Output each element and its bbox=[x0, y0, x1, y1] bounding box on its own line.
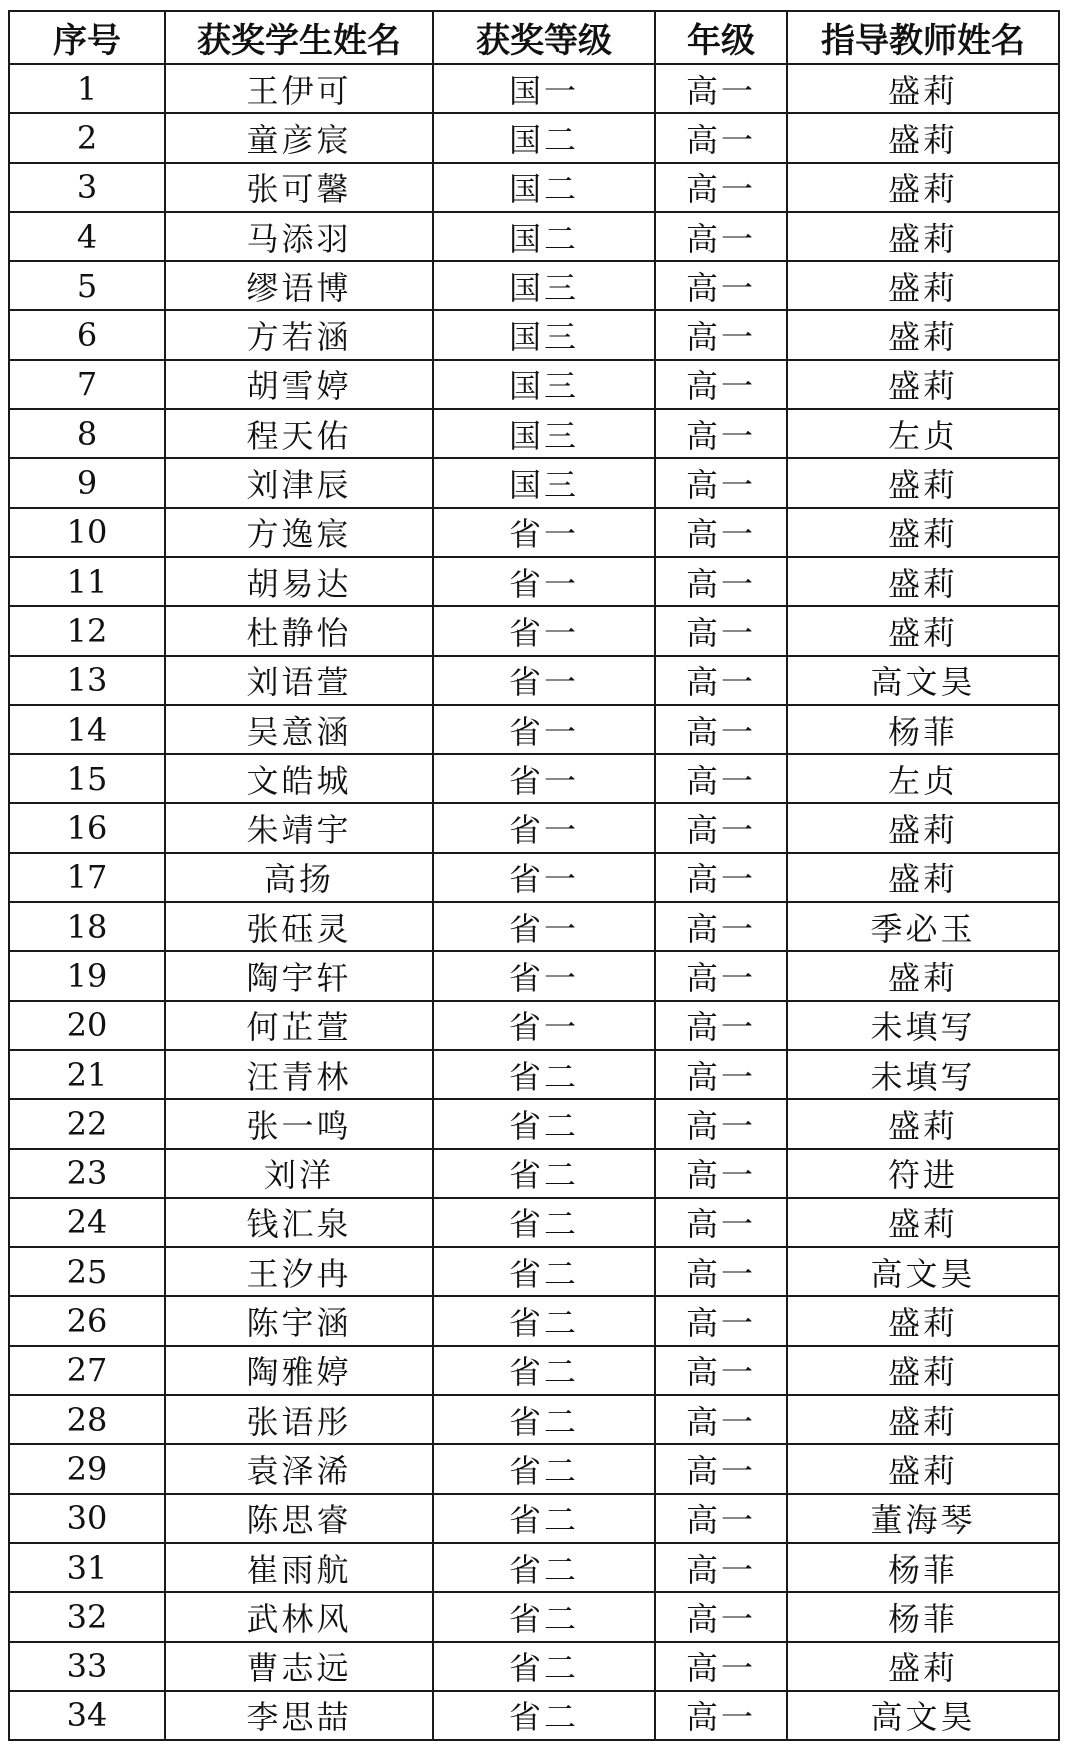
cell-serial-number: 15 bbox=[9, 754, 165, 803]
cell-award-level: 省一 bbox=[433, 754, 655, 803]
cell-serial-number: 14 bbox=[9, 705, 165, 754]
table-row bbox=[9, 1099, 1059, 1148]
cell-serial-number: 7 bbox=[9, 360, 165, 409]
cell-award-level: 国三 bbox=[433, 458, 655, 507]
cell-grade: 高一 bbox=[655, 1050, 787, 1099]
cell-grade: 高一 bbox=[655, 360, 787, 409]
cell-student-name: 刘洋 bbox=[165, 1149, 433, 1198]
table-row bbox=[9, 656, 1059, 705]
cell-student-name: 方若涵 bbox=[165, 310, 433, 359]
cell-award-level: 省二 bbox=[433, 1691, 655, 1740]
cell-teacher-name: 左贞 bbox=[787, 754, 1059, 803]
cell-award-level: 省一 bbox=[433, 902, 655, 951]
cell-grade: 高一 bbox=[655, 1642, 787, 1691]
cell-grade: 高一 bbox=[655, 1543, 787, 1592]
cell-grade: 高一 bbox=[655, 113, 787, 162]
cell-teacher-name: 盛莉 bbox=[787, 1296, 1059, 1345]
cell-grade: 高一 bbox=[655, 1691, 787, 1740]
cell-award-level: 国一 bbox=[433, 64, 655, 113]
cell-award-level: 省二 bbox=[433, 1296, 655, 1345]
cell-grade: 高一 bbox=[655, 1001, 787, 1050]
table-row bbox=[9, 508, 1059, 557]
table-row bbox=[9, 163, 1059, 212]
cell-grade: 高一 bbox=[655, 803, 787, 852]
cell-serial-number: 32 bbox=[9, 1592, 165, 1641]
cell-grade: 高一 bbox=[655, 458, 787, 507]
cell-student-name: 文皓城 bbox=[165, 754, 433, 803]
cell-teacher-name: 盛莉 bbox=[787, 508, 1059, 557]
cell-student-name: 王汐冉 bbox=[165, 1247, 433, 1296]
cell-teacher-name: 盛莉 bbox=[787, 310, 1059, 359]
cell-student-name: 高扬 bbox=[165, 853, 433, 902]
cell-student-name: 吴意涵 bbox=[165, 705, 433, 754]
cell-grade: 高一 bbox=[655, 754, 787, 803]
cell-teacher-name: 高文昊 bbox=[787, 656, 1059, 705]
cell-teacher-name: 盛莉 bbox=[787, 951, 1059, 1000]
cell-teacher-name: 季必玉 bbox=[787, 902, 1059, 951]
cell-award-level: 国三 bbox=[433, 310, 655, 359]
cell-serial-number: 9 bbox=[9, 458, 165, 507]
cell-student-name: 张一鸣 bbox=[165, 1099, 433, 1148]
cell-serial-number: 10 bbox=[9, 508, 165, 557]
cell-award-level: 省二 bbox=[433, 1395, 655, 1444]
cell-grade: 高一 bbox=[655, 606, 787, 655]
cell-teacher-name: 盛莉 bbox=[787, 64, 1059, 113]
cell-teacher-name: 盛莉 bbox=[787, 1198, 1059, 1247]
cell-serial-number: 13 bbox=[9, 656, 165, 705]
cell-award-level: 省一 bbox=[433, 853, 655, 902]
cell-award-level: 国三 bbox=[433, 261, 655, 310]
cell-serial-number: 28 bbox=[9, 1395, 165, 1444]
cell-student-name: 何芷萱 bbox=[165, 1001, 433, 1050]
cell-grade: 高一 bbox=[655, 853, 787, 902]
cell-serial-number: 4 bbox=[9, 212, 165, 261]
cell-grade: 高一 bbox=[655, 1198, 787, 1247]
cell-award-level: 省一 bbox=[433, 656, 655, 705]
cell-teacher-name: 盛莉 bbox=[787, 458, 1059, 507]
cell-serial-number: 17 bbox=[9, 853, 165, 902]
cell-grade: 高一 bbox=[655, 64, 787, 113]
cell-award-level: 省二 bbox=[433, 1346, 655, 1395]
cell-serial-number: 2 bbox=[9, 113, 165, 162]
cell-student-name: 胡易达 bbox=[165, 557, 433, 606]
cell-serial-number: 5 bbox=[9, 261, 165, 310]
table-row bbox=[9, 458, 1059, 507]
cell-award-level: 省二 bbox=[433, 1592, 655, 1641]
cell-student-name: 崔雨航 bbox=[165, 1543, 433, 1592]
cell-student-name: 方逸宸 bbox=[165, 508, 433, 557]
table-row bbox=[9, 1149, 1059, 1198]
table-row bbox=[9, 606, 1059, 655]
cell-student-name: 汪青林 bbox=[165, 1050, 433, 1099]
table-row bbox=[9, 1395, 1059, 1444]
cell-grade: 高一 bbox=[655, 656, 787, 705]
cell-grade: 高一 bbox=[655, 1296, 787, 1345]
cell-award-level: 省二 bbox=[433, 1149, 655, 1198]
cell-teacher-name: 盛莉 bbox=[787, 1642, 1059, 1691]
cell-grade: 高一 bbox=[655, 409, 787, 458]
table-row bbox=[9, 64, 1059, 113]
cell-student-name: 张语彤 bbox=[165, 1395, 433, 1444]
table-row bbox=[9, 1346, 1059, 1395]
cell-teacher-name: 盛莉 bbox=[787, 1346, 1059, 1395]
cell-teacher-name: 盛莉 bbox=[787, 163, 1059, 212]
table-row bbox=[9, 754, 1059, 803]
table-row bbox=[9, 902, 1059, 951]
table-row bbox=[9, 853, 1059, 902]
cell-award-level: 省一 bbox=[433, 705, 655, 754]
table-row bbox=[9, 951, 1059, 1000]
table-row bbox=[9, 1494, 1059, 1543]
header-student-name: 获奖学生姓名 bbox=[165, 11, 433, 64]
cell-grade: 高一 bbox=[655, 1149, 787, 1198]
table-row bbox=[9, 310, 1059, 359]
cell-student-name: 陈思睿 bbox=[165, 1494, 433, 1543]
cell-student-name: 马添羽 bbox=[165, 212, 433, 261]
cell-student-name: 刘津辰 bbox=[165, 458, 433, 507]
cell-award-level: 省二 bbox=[433, 1247, 655, 1296]
cell-teacher-name: 未填写 bbox=[787, 1050, 1059, 1099]
table-row bbox=[9, 113, 1059, 162]
cell-serial-number: 11 bbox=[9, 557, 165, 606]
cell-teacher-name: 杨菲 bbox=[787, 1592, 1059, 1641]
cell-award-level: 省一 bbox=[433, 557, 655, 606]
cell-grade: 高一 bbox=[655, 902, 787, 951]
cell-award-level: 省二 bbox=[433, 1198, 655, 1247]
cell-teacher-name: 符进 bbox=[787, 1149, 1059, 1198]
cell-teacher-name: 未填写 bbox=[787, 1001, 1059, 1050]
table-row bbox=[9, 1642, 1059, 1691]
cell-teacher-name: 盛莉 bbox=[787, 1099, 1059, 1148]
cell-grade: 高一 bbox=[655, 557, 787, 606]
cell-grade: 高一 bbox=[655, 310, 787, 359]
cell-student-name: 陶宇轩 bbox=[165, 951, 433, 1000]
cell-student-name: 陶雅婷 bbox=[165, 1346, 433, 1395]
cell-serial-number: 24 bbox=[9, 1198, 165, 1247]
cell-student-name: 杜静怡 bbox=[165, 606, 433, 655]
cell-student-name: 刘语萱 bbox=[165, 656, 433, 705]
header-teacher-name: 指导教师姓名 bbox=[787, 11, 1059, 64]
cell-serial-number: 12 bbox=[9, 606, 165, 655]
cell-teacher-name: 杨菲 bbox=[787, 705, 1059, 754]
cell-teacher-name: 盛莉 bbox=[787, 1395, 1059, 1444]
cell-serial-number: 1 bbox=[9, 64, 165, 113]
table-row bbox=[9, 557, 1059, 606]
table-row bbox=[9, 1001, 1059, 1050]
cell-serial-number: 21 bbox=[9, 1050, 165, 1099]
cell-student-name: 童彦宸 bbox=[165, 113, 433, 162]
table-row bbox=[9, 1198, 1059, 1247]
table-row bbox=[9, 1691, 1059, 1740]
cell-student-name: 胡雪婷 bbox=[165, 360, 433, 409]
cell-award-level: 省二 bbox=[433, 1050, 655, 1099]
cell-serial-number: 30 bbox=[9, 1494, 165, 1543]
cell-grade: 高一 bbox=[655, 1444, 787, 1493]
cell-grade: 高一 bbox=[655, 1247, 787, 1296]
table-row bbox=[9, 1247, 1059, 1296]
cell-award-level: 省二 bbox=[433, 1543, 655, 1592]
table-row bbox=[9, 1592, 1059, 1641]
table-row bbox=[9, 803, 1059, 852]
cell-teacher-name: 盛莉 bbox=[787, 212, 1059, 261]
cell-award-level: 省一 bbox=[433, 508, 655, 557]
cell-teacher-name: 左贞 bbox=[787, 409, 1059, 458]
cell-student-name: 程天佑 bbox=[165, 409, 433, 458]
cell-serial-number: 29 bbox=[9, 1444, 165, 1493]
award-list-table bbox=[8, 10, 1060, 1741]
cell-award-level: 省一 bbox=[433, 606, 655, 655]
table-header bbox=[9, 11, 1059, 64]
cell-student-name: 钱汇泉 bbox=[165, 1198, 433, 1247]
table-row bbox=[9, 360, 1059, 409]
cell-serial-number: 22 bbox=[9, 1099, 165, 1148]
cell-grade: 高一 bbox=[655, 1592, 787, 1641]
cell-teacher-name: 盛莉 bbox=[787, 113, 1059, 162]
cell-serial-number: 25 bbox=[9, 1247, 165, 1296]
cell-teacher-name: 盛莉 bbox=[787, 606, 1059, 655]
table-row bbox=[9, 261, 1059, 310]
header-grade: 年级 bbox=[655, 11, 787, 64]
cell-award-level: 国三 bbox=[433, 409, 655, 458]
cell-serial-number: 16 bbox=[9, 803, 165, 852]
cell-award-level: 省二 bbox=[433, 1494, 655, 1543]
cell-student-name: 王伊可 bbox=[165, 64, 433, 113]
cell-serial-number: 34 bbox=[9, 1691, 165, 1740]
cell-grade: 高一 bbox=[655, 163, 787, 212]
cell-grade: 高一 bbox=[655, 1494, 787, 1543]
cell-serial-number: 20 bbox=[9, 1001, 165, 1050]
cell-grade: 高一 bbox=[655, 705, 787, 754]
cell-student-name: 张可馨 bbox=[165, 163, 433, 212]
cell-teacher-name: 盛莉 bbox=[787, 557, 1059, 606]
cell-grade: 高一 bbox=[655, 1099, 787, 1148]
cell-student-name: 袁泽浠 bbox=[165, 1444, 433, 1493]
cell-student-name: 李思喆 bbox=[165, 1691, 433, 1740]
cell-teacher-name: 盛莉 bbox=[787, 360, 1059, 409]
cell-award-level: 国三 bbox=[433, 360, 655, 409]
table-row bbox=[9, 1543, 1059, 1592]
cell-teacher-name: 盛莉 bbox=[787, 261, 1059, 310]
cell-grade: 高一 bbox=[655, 1395, 787, 1444]
cell-grade: 高一 bbox=[655, 1346, 787, 1395]
cell-teacher-name: 盛莉 bbox=[787, 1444, 1059, 1493]
cell-teacher-name: 董海琴 bbox=[787, 1494, 1059, 1543]
cell-grade: 高一 bbox=[655, 212, 787, 261]
cell-award-level: 省二 bbox=[433, 1099, 655, 1148]
header-award-level: 获奖等级 bbox=[433, 11, 655, 64]
cell-serial-number: 3 bbox=[9, 163, 165, 212]
table-row bbox=[9, 1296, 1059, 1345]
cell-student-name: 曹志远 bbox=[165, 1642, 433, 1691]
table-row bbox=[9, 409, 1059, 458]
cell-teacher-name: 盛莉 bbox=[787, 803, 1059, 852]
cell-serial-number: 26 bbox=[9, 1296, 165, 1345]
cell-serial-number: 6 bbox=[9, 310, 165, 359]
cell-serial-number: 18 bbox=[9, 902, 165, 951]
cell-serial-number: 8 bbox=[9, 409, 165, 458]
cell-serial-number: 31 bbox=[9, 1543, 165, 1592]
cell-award-level: 国二 bbox=[433, 163, 655, 212]
cell-student-name: 武林风 bbox=[165, 1592, 433, 1641]
cell-serial-number: 27 bbox=[9, 1346, 165, 1395]
cell-teacher-name: 高文昊 bbox=[787, 1691, 1059, 1740]
cell-teacher-name: 高文昊 bbox=[787, 1247, 1059, 1296]
cell-student-name: 陈宇涵 bbox=[165, 1296, 433, 1345]
cell-student-name: 朱靖宇 bbox=[165, 803, 433, 852]
cell-grade: 高一 bbox=[655, 261, 787, 310]
cell-serial-number: 33 bbox=[9, 1642, 165, 1691]
table-row bbox=[9, 1444, 1059, 1493]
header-serial-number: 序号 bbox=[9, 11, 165, 64]
cell-award-level: 省二 bbox=[433, 1444, 655, 1493]
cell-award-level: 国二 bbox=[433, 212, 655, 261]
cell-award-level: 省一 bbox=[433, 1001, 655, 1050]
cell-award-level: 国二 bbox=[433, 113, 655, 162]
cell-award-level: 省一 bbox=[433, 951, 655, 1000]
cell-award-level: 省二 bbox=[433, 1642, 655, 1691]
cell-student-name: 缪语博 bbox=[165, 261, 433, 310]
cell-grade: 高一 bbox=[655, 951, 787, 1000]
header-row bbox=[9, 11, 1059, 64]
cell-teacher-name: 盛莉 bbox=[787, 853, 1059, 902]
table-row bbox=[9, 212, 1059, 261]
cell-award-level: 省一 bbox=[433, 803, 655, 852]
cell-grade: 高一 bbox=[655, 508, 787, 557]
table-body bbox=[9, 64, 1059, 1740]
table-row bbox=[9, 705, 1059, 754]
cell-serial-number: 19 bbox=[9, 951, 165, 1000]
cell-serial-number: 23 bbox=[9, 1149, 165, 1198]
cell-student-name: 张砡灵 bbox=[165, 902, 433, 951]
cell-teacher-name: 杨菲 bbox=[787, 1543, 1059, 1592]
table-row bbox=[9, 1050, 1059, 1099]
